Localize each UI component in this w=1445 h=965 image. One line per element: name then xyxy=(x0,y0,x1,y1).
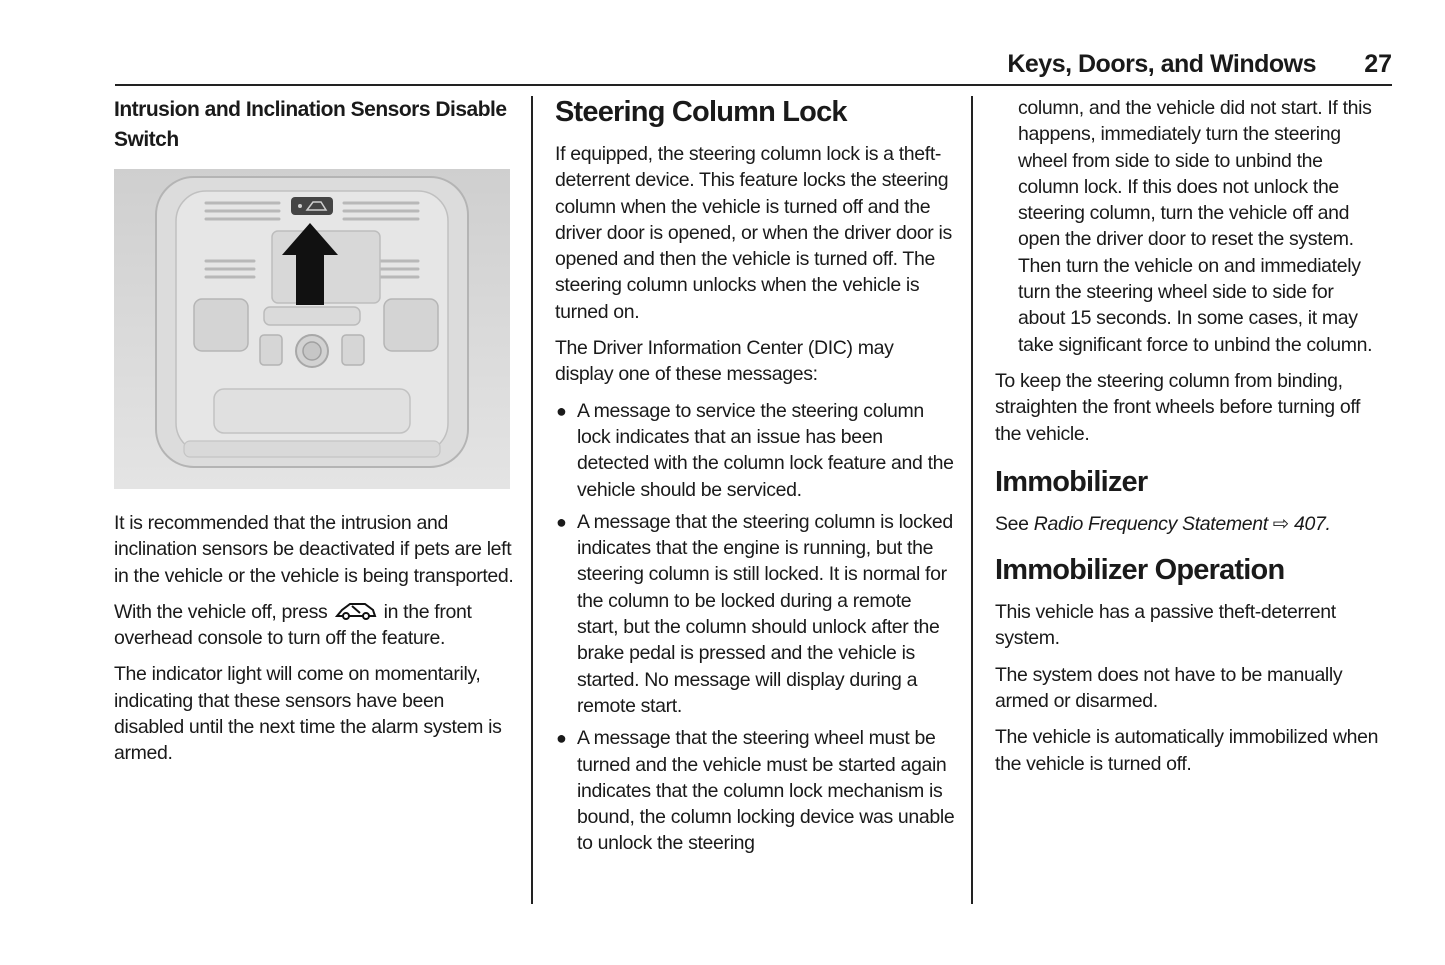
sensor-disable-icon xyxy=(335,600,377,620)
paragraph: The system does not have to be manually armed or disarmed. xyxy=(995,663,1343,713)
paragraph: The indicator light will come on momentarily, indicating that these sensors have been disabled until the next time the alarm system is armed. xyxy=(114,663,502,765)
paragraph xyxy=(995,511,1380,537)
column-divider xyxy=(531,96,533,904)
continued-bullet-text: column, and the vehicle did not start. If this happens, immediately turn the steering wheel from side to side to unbind the column lock. If this does not unlock the steering column, turn the vehicle off and open the driver door to reset the system. Then turn the vehicle on and immediately turn the steering wheel side to side for about 15 seconds. In some cases, it may take significant force to unbind the column. xyxy=(1018,97,1373,356)
message-list xyxy=(555,398,955,857)
text-run: With the vehicle off, press xyxy=(114,600,328,623)
page-number: 27 xyxy=(1364,50,1392,78)
overhead-console-illustration xyxy=(114,169,510,489)
list-item xyxy=(555,509,955,719)
bullet-icon: ● xyxy=(556,728,567,749)
cross-reference-link[interactable]: Radio Frequency Statement xyxy=(1033,512,1268,535)
heading-steering-column-lock: Steering Column Lock xyxy=(555,96,847,128)
list-item-text: A message to service the steering column lock indicates that an issue has been detected with the column lock feature and the vehicle should be serviced. xyxy=(577,399,954,501)
paragraph xyxy=(114,599,514,652)
page-reference-arrow-icon: ⇨ xyxy=(1272,512,1289,535)
list-item xyxy=(555,725,955,856)
subheading-sensors-switch: Intrusion and Inclination Sensors Disable Switch xyxy=(114,98,507,151)
list-item-text: A message that the steering wheel must be turned and the vehicle must be started again indicates that the column lock mechanism is bound, the column locking device was unable to unlock the steering xyxy=(577,727,955,855)
bullet-icon: ● xyxy=(556,400,567,421)
list-item-text: A message that the steering column is locked indicates that the engine is running, but the steering column is still locked. It is normal for the column to be locked during a remote start, but the column should unlock after the brake pedal is pressed and the vehicle is started. No message will display during a remote start. xyxy=(577,510,953,717)
paragraph: It is recommended that the intrusion and inclination sensors be deactivated if pets are left in the vehicle or the vehicle is being transported. xyxy=(114,512,514,587)
paragraph: If equipped, the steering column lock is a theft-deterrent device. This feature locks the steering column when the vehicle is turned off and the driver door is opened, or when the driver door is opened and then the vehicle is turned off. The steering column unlocks when the vehicle is turned on. xyxy=(555,143,952,323)
bullet-icon: ● xyxy=(556,511,567,532)
paragraph: The vehicle is automatically immobilized when the vehicle is turned off. xyxy=(995,726,1379,775)
list-item xyxy=(555,398,955,503)
paragraph: To keep the steering column from binding, straighten the front wheels before turning off the vehicle. xyxy=(995,369,1361,445)
column-divider xyxy=(971,96,973,904)
text-run: See xyxy=(995,512,1029,535)
column-left xyxy=(114,95,514,777)
page-header xyxy=(115,48,1392,86)
heading-immobilizer: Immobilizer xyxy=(995,465,1148,498)
page-reference[interactable]: 407. xyxy=(1293,512,1331,535)
paragraph: This vehicle has a passive theft-deterrent system. xyxy=(995,601,1336,650)
column-middle xyxy=(555,95,955,863)
heading-immobilizer-operation: Immobilizer Operation xyxy=(995,554,1285,587)
section-title: Keys, Doors, and Windows xyxy=(1007,50,1316,78)
column-right xyxy=(995,95,1380,787)
paragraph: The Driver Information Center (DIC) may display one of these messages: xyxy=(555,337,894,386)
text-run: in the front overhead console to turn off the feature. xyxy=(114,600,472,650)
